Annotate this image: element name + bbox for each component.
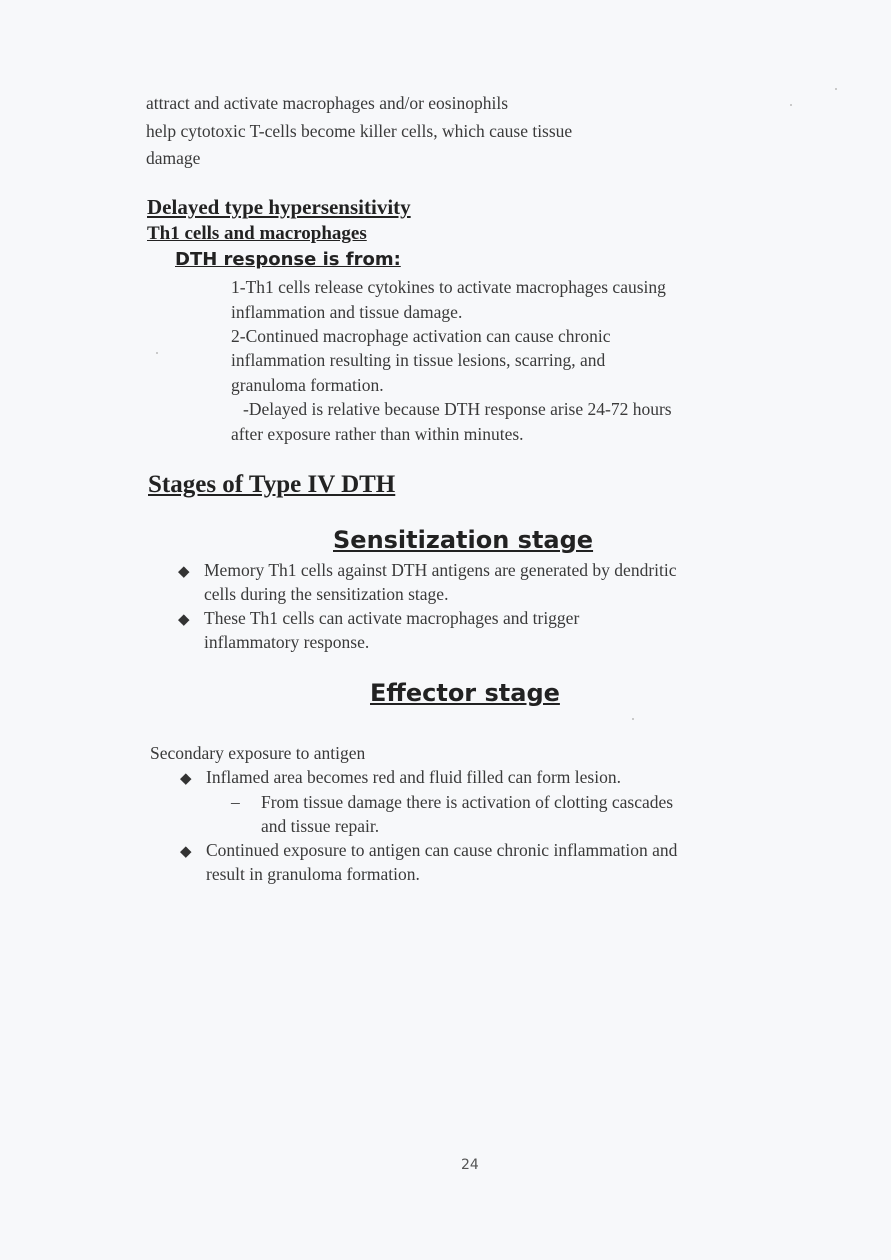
diamond-bullet-icon: ◆ <box>178 612 190 628</box>
dth-response-heading: DTH response is from: <box>175 249 401 270</box>
intro-line-1: attract and activate macrophages and/or eosinophils <box>146 93 509 113</box>
sensitization-bullet-1-line-2: cells during the sensitization stage. <box>204 584 449 604</box>
effector-bullet-2 <box>180 838 677 865</box>
intro-line-3: damage <box>146 148 201 168</box>
page-number: 24 <box>461 1157 479 1173</box>
dth-subheading: Th1 cells and macrophages <box>147 223 367 244</box>
effector-dash-item <box>231 790 673 815</box>
sensitization-bullet-2-line-1: These Th1 cells can activate macrophages and trigger <box>204 608 580 628</box>
stages-heading: Stages of Type IV DTH <box>148 471 396 498</box>
dth-heading: Delayed type hypersensitivity <box>147 195 411 219</box>
dth-line-5: granuloma formation. <box>231 375 384 395</box>
sensitization-bullet-1-line-1: Memory Th1 cells against DTH antigens are generated by dendritic <box>204 560 677 580</box>
diamond-bullet-icon: ◆ <box>178 564 190 580</box>
sensitization-bullet-2-line-2: inflammatory response. <box>204 632 370 652</box>
sensitization-bullet-2 <box>178 606 579 633</box>
effector-heading: Effector stage <box>370 679 560 707</box>
dth-line-6: -Delayed is relative because DTH response arise 24-72 hours <box>243 399 672 419</box>
scan-speck <box>835 88 837 90</box>
dth-line-2: inflammation and tissue damage. <box>231 302 463 322</box>
scan-speck <box>156 352 158 354</box>
effector-bullet-2-line-2: result in granuloma formation. <box>206 864 420 884</box>
diamond-bullet-icon: ◆ <box>180 844 192 860</box>
effector-intro: Secondary exposure to antigen <box>150 743 366 763</box>
intro-line-2: help cytotoxic T-cells become killer cells, which cause tissue <box>146 121 573 141</box>
dth-line-7: after exposure rather than within minutes. <box>231 424 524 444</box>
scan-speck <box>632 718 634 720</box>
scan-speck <box>790 104 792 106</box>
effector-dash-line-1: From tissue damage there is activation of clotting cascades <box>261 792 674 812</box>
effector-bullet-1-text: Inflamed area becomes red and fluid filled can form lesion. <box>206 767 621 787</box>
sensitization-heading: Sensitization stage <box>333 526 594 554</box>
effector-bullet-2-line-1: Continued exposure to antigen can cause chronic inflammation and <box>206 840 678 860</box>
effector-dash-line-2: and tissue repair. <box>261 816 380 836</box>
dth-line-4: inflammation resulting in tissue lesions, scarring, and <box>231 350 606 370</box>
diamond-bullet-icon: ◆ <box>180 771 192 787</box>
effector-bullet-1 <box>180 765 621 792</box>
dash-bullet-icon: – <box>231 792 240 812</box>
dth-line-3: 2-Continued macrophage activation can cause chronic <box>231 326 611 346</box>
dth-line-1: 1-Th1 cells release cytokines to activate macrophages causing <box>231 277 666 297</box>
sensitization-bullet-1 <box>178 558 677 585</box>
